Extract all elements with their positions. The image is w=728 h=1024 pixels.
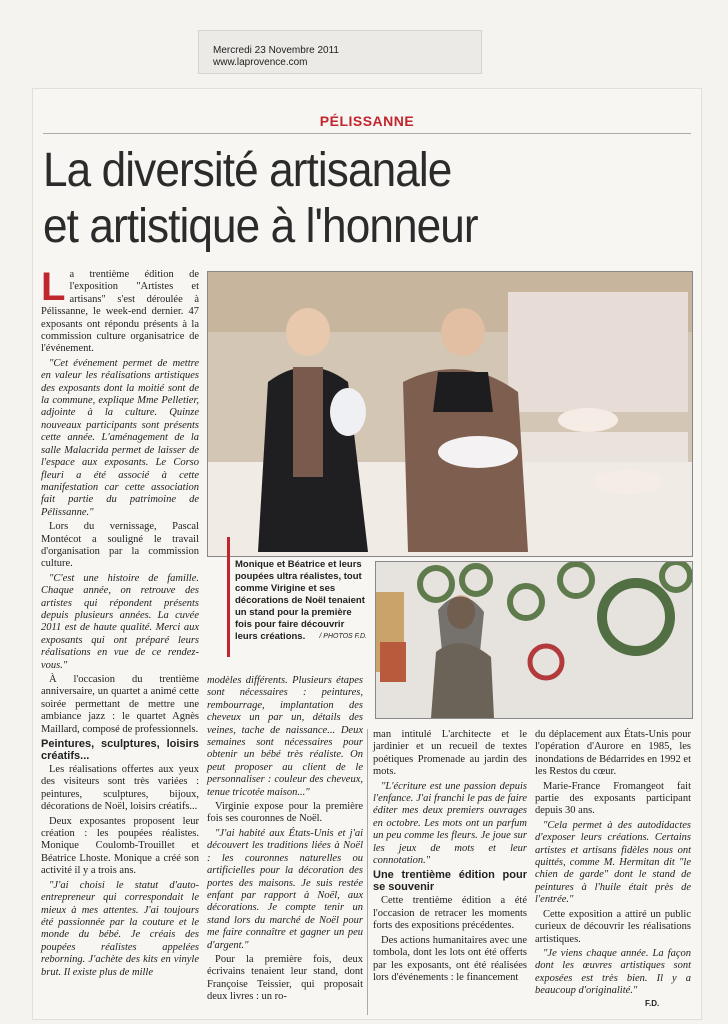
caption-text: Monique et Béatrice et leurs poupées ultra réalistes, tout comme Virigine et ses décorations de Noël tenaient un stand pour la première fois pour faire découvrir leurs créations. (235, 559, 365, 642)
source-label (198, 30, 482, 74)
caption-accent-bar (227, 537, 230, 657)
publication-site: www.laprovence.com (213, 57, 308, 68)
photo-credit: / PHOTOS F.D. (319, 633, 367, 640)
photo-dolls (207, 271, 693, 557)
author-signature: F.D. (645, 999, 660, 1008)
quote-virginie: "J'ai habité aux États-Unis et j'ai découvert les traditions liées à Noël : les couronnes naturelles ou artificielles pour la décoration des portes des maisons. Je suis restée enfant par rapport à Noël, aux décorations. Je compte tenir un stand lors du marché de Noël pour me faire connaître et gagner un peu d'argent." (207, 827, 363, 951)
headline-line-2: et artistique à l'honneur (43, 200, 478, 253)
paragraph-quartet: À l'occasion du trentième anniversaire, un quartet a animé cette soirée permettant de mettre une ambiance jazz : le quartet Agnès Maillard, composé de professionnels. (41, 674, 199, 735)
paragraph-retracer: Cette trentième édition a été l'occasion de retracer les moments forts des expositions précédentes. (373, 895, 527, 932)
quote-fromangeot: "Cela permet à des autodidactes d'exposer leurs créations. Certains artistes et artisans fidèles nous ont quittés, comme M. Hermitan dit "le chien de garde" dont le stand de peintures à l'huile était près de l'entrée." (535, 819, 691, 906)
photo-wreaths-illustration (376, 562, 692, 718)
subhead-peintures: Peintures, sculptures, loisirs créatifs... (41, 738, 199, 763)
quote-visiteur: "Je viens chaque année. La façon dont les œuvres artistiques sont exposées est très bien. Il y a beaucoup d'originalité." (535, 947, 691, 997)
section-rule (43, 133, 691, 134)
quote-montecot: "C'est une histoire de famille. Chaque année, on retrouve des artistes qui répondent présents depuis plusieurs années. La cuvée 2011 est de haute qualité. Merci aux exposants qui ont préparé leurs réalisations en vue de ce rendez-vous." (41, 572, 199, 671)
quote-monique-continued: modèles différents. Plusieurs étapes sont nécessaires : peintures, rembourrage, implantation des cheveux un par un, détails des veines, tache de naissance... Deux semaines sont nécessaires pour obtenir un bébé très réaliste. On peut proposer au client de le personnaliser : couleur des cheveux, tenue tricotée maison..." (207, 675, 363, 798)
column-2 (207, 675, 363, 1006)
section-title: PÉLISSANNE (319, 113, 415, 129)
photo-wreaths (375, 561, 693, 719)
paragraph-roman: man intitulé L'architecte et le jardinier et un recueil de textes poétiques Promenade au jardin des mots. (373, 729, 527, 778)
paragraph-vernissage: Lors du vernissage, Pascal Montécot a souligné le travail d'organisation par la commission culture. (41, 521, 199, 570)
paragraph-poupees: Deux exposantes proposent leur création : les poupées réalistes. Monique Coulomb-Trouillet et Béatrice Lhoste. Monique a créé son activité il y a trois ans. (41, 815, 199, 877)
quote-monique: "J'ai choisi le statut d'auto-entrepreneur qui correspondait le mieux à mes attentes. J'ai toujours été passionnée par la couture et le monde du bébé. Je créais des poupées réalistes appelées reborning. J'achète des kits en vinyle brut. Il existe plus de mille (41, 879, 199, 978)
quote-pelletier: "Cet événement permet de mettre en valeur les réalisations artistiques des exposants dont la moitié sont de la commune, explique Mme Pelletier, adjointe à la culture. Quinze nouveaux participants sont présents cette année. L'aménagement de la salle Malacrida permet de laisser de l'espace aux exposants. Le Corso fleuri a été associé à cette manifestation car cette association fait partie du patrimoine de Pélissanne." (41, 357, 199, 518)
column-3 (373, 729, 527, 986)
subhead-trentieme: Une trentième édition pour se souvenir (373, 869, 527, 894)
column-divider-1 (367, 729, 368, 1015)
paragraph-virginie: Virginie expose pour la première fois ses couronnes de Noël. (207, 801, 363, 825)
paragraph-humanitaires: Des actions humanitaires avec une tombola, dont les lots ont été offerts par les exposants, ont été réalisées lors d'événements : le financement (373, 934, 527, 983)
paragraph-realisations: Les réalisations offertes aux yeux des visiteurs sont très variées : peintures, sculptures, bijoux, décorations de Noël, loisirs créatifs... (41, 764, 199, 813)
quote-teissier: "L'écriture est une passion depuis l'enfance. J'ai franchi le pas de faire éditer mes deux premiers ouvrages en octobre. Les mots ont un parfum un peu comme les fleurs. Je joue sur les jeux de mots et leur connotation." (373, 780, 527, 867)
intro-paragraph: a trentième édition de l'exposition "Artistes et artisans" s'est déroulée à Pélissanne, le week-end dernier. 47 exposants ont répondu présents à la commission culture organisatrice de l'événement. (41, 269, 199, 355)
photo-dolls-illustration (208, 272, 692, 556)
paragraph-fromangeot: Marie-France Fromangeot fait partie des exposants participant depuis 30 ans. (535, 780, 691, 817)
headline (43, 143, 641, 255)
column-1 (41, 265, 199, 981)
newspaper-clipping (32, 88, 702, 1020)
column-4 (535, 729, 691, 1000)
paragraph-ecrivains: Pour la première fois, deux écrivains tenaient leur stand, dont Françoise Teissier, qui proposait deux livres : un ro- (207, 953, 363, 1003)
paragraph-deplacement: du déplacement aux États-Unis pour l'opération d'Aurore en 1985, les inondations de Bédarrides en 1992 et les Restos du cœur. (535, 729, 692, 778)
drop-cap: L (41, 265, 66, 309)
paragraph-public: Cette exposition a attiré un public curieux de découvrir les réalisations artistiques. (535, 908, 691, 945)
headline-line-1: La diversité artisanale (43, 144, 452, 197)
photo-caption (235, 559, 367, 643)
publication-date: Mercredi 23 Novembre 2011 (213, 45, 339, 56)
